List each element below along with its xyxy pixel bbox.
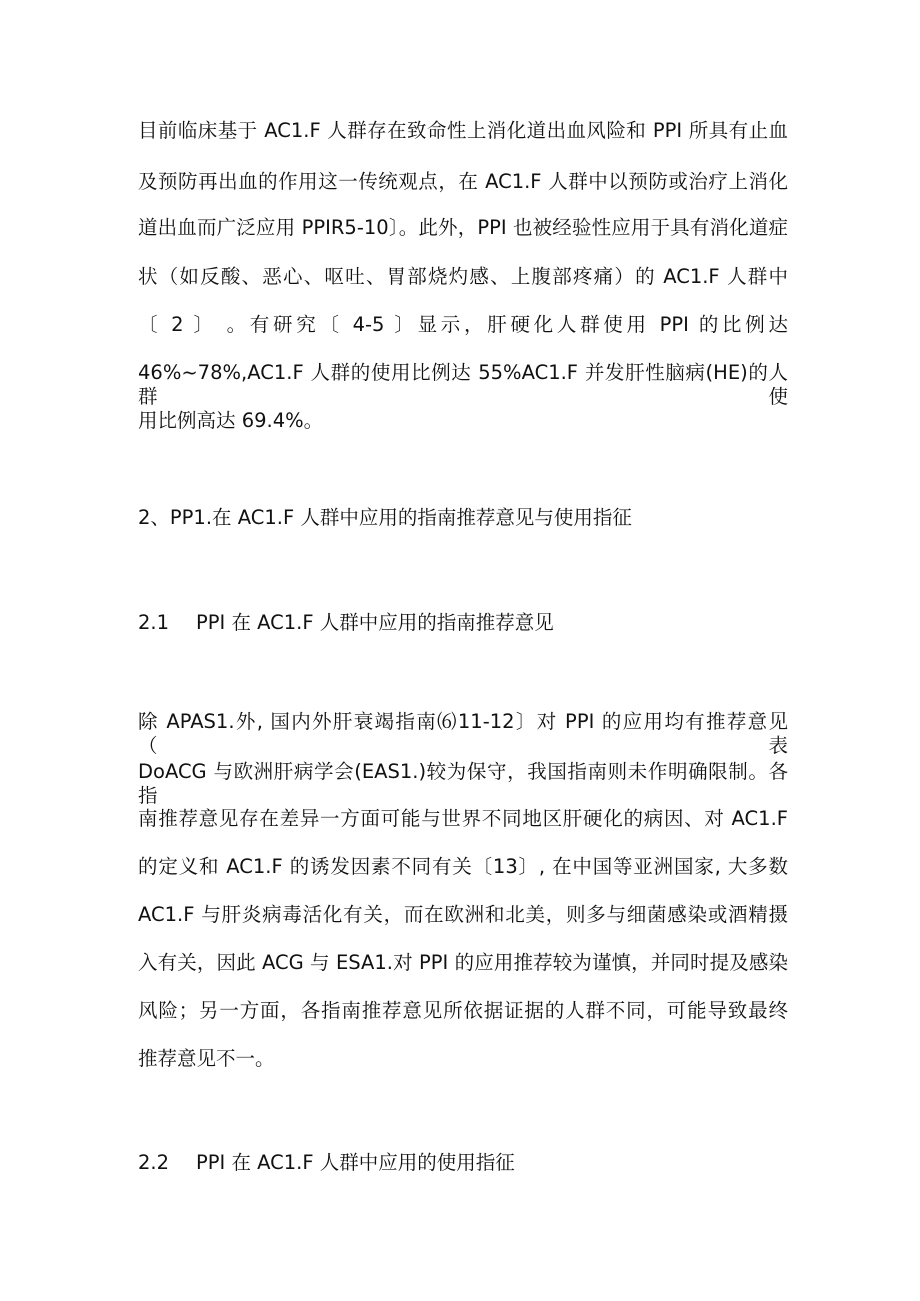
paragraph-1-line-1: 目前临床基于 AC1.F 人群存在致命性上消化道出血风险和 PPI 所具有止血 (138, 119, 788, 142)
section-2-1-title: PPI 在 AC1.F 人群中应用的指南推荐意见 (196, 611, 554, 634)
paragraph-1-line-7: 用比例高达 69.4%。 (138, 409, 324, 432)
paragraph-1-line-3: 道出血而广泛应用 PPIR5-10〕。此外，PPI 也被经验性应用于具有消化道症 (138, 216, 788, 239)
paragraph-1-line-6: 46%~78%,AC1.F 人群的使用比例达 55%AC1.F 并发肝性脑病(HE)的人群使 (138, 361, 788, 408)
paragraph-2-line-1: 除 APAS1.外, 国内外肝衰竭指南⑹11-12〕对 PPI 的应用均有推荐意见（表 (138, 710, 788, 757)
paragraph-2-line-5: AC1.F 与肝炎病毒活化有关，而在欧洲和北美，则多与细菌感染或酒精摄 (138, 903, 788, 926)
paragraph-2-line-8: 推荐意见不一。 (138, 1047, 275, 1070)
section-2-2-heading (138, 1151, 788, 1175)
paragraph-1-line-2: 及预防再出血的作用这一传统观点，在 AC1.F 人群中以预防或治疗上消化 (138, 170, 788, 193)
paragraph-2-line-7: 风险；另一方面，各指南推荐意见所依据证据的人群不同，可能导致最终 (138, 999, 788, 1022)
section-2-1-number: 2.1 (138, 611, 170, 634)
paragraph-2-line-3: 南推荐意见存在差异一方面可能与世界不同地区肝硬化的病因、对 AC1.F (138, 807, 788, 830)
section-2-1-heading (138, 611, 788, 635)
paragraph-1-line-5: 〔 2 〕 。有研究〔 4-5 〕显示，肝硬化人群使用 PPI 的比例达 (138, 313, 788, 336)
paragraph-1-line-4: 状（如反酸、恶心、呕吐、胃部烧灼感、上腹部疼痛）的 AC1.F 人群中 (138, 265, 788, 288)
section-2-2-title: PPI 在 AC1.F 人群中应用的使用指征 (196, 1151, 515, 1174)
paragraph-2-line-4: 的定义和 AC1.F 的诱发因素不同有关〔13〕, 在中国等亚洲国家, 大多数 (138, 855, 788, 878)
section-2-2-number: 2.2 (138, 1151, 170, 1174)
paragraph-2-line-6: 入有关，因此 ACG 与 ESA1.对 PPI 的应用推荐较为谨慎，并同时提及感染 (138, 951, 788, 974)
paragraph-2-line-2: DoACG 与欧洲肝病学会(EAS1.)较为保守，我国指南则未作明确限制。各指 (138, 760, 788, 807)
section-2-heading: 2、PP1.在 AC1.F 人群中应用的指南推荐意见与使用指征 (138, 506, 632, 529)
